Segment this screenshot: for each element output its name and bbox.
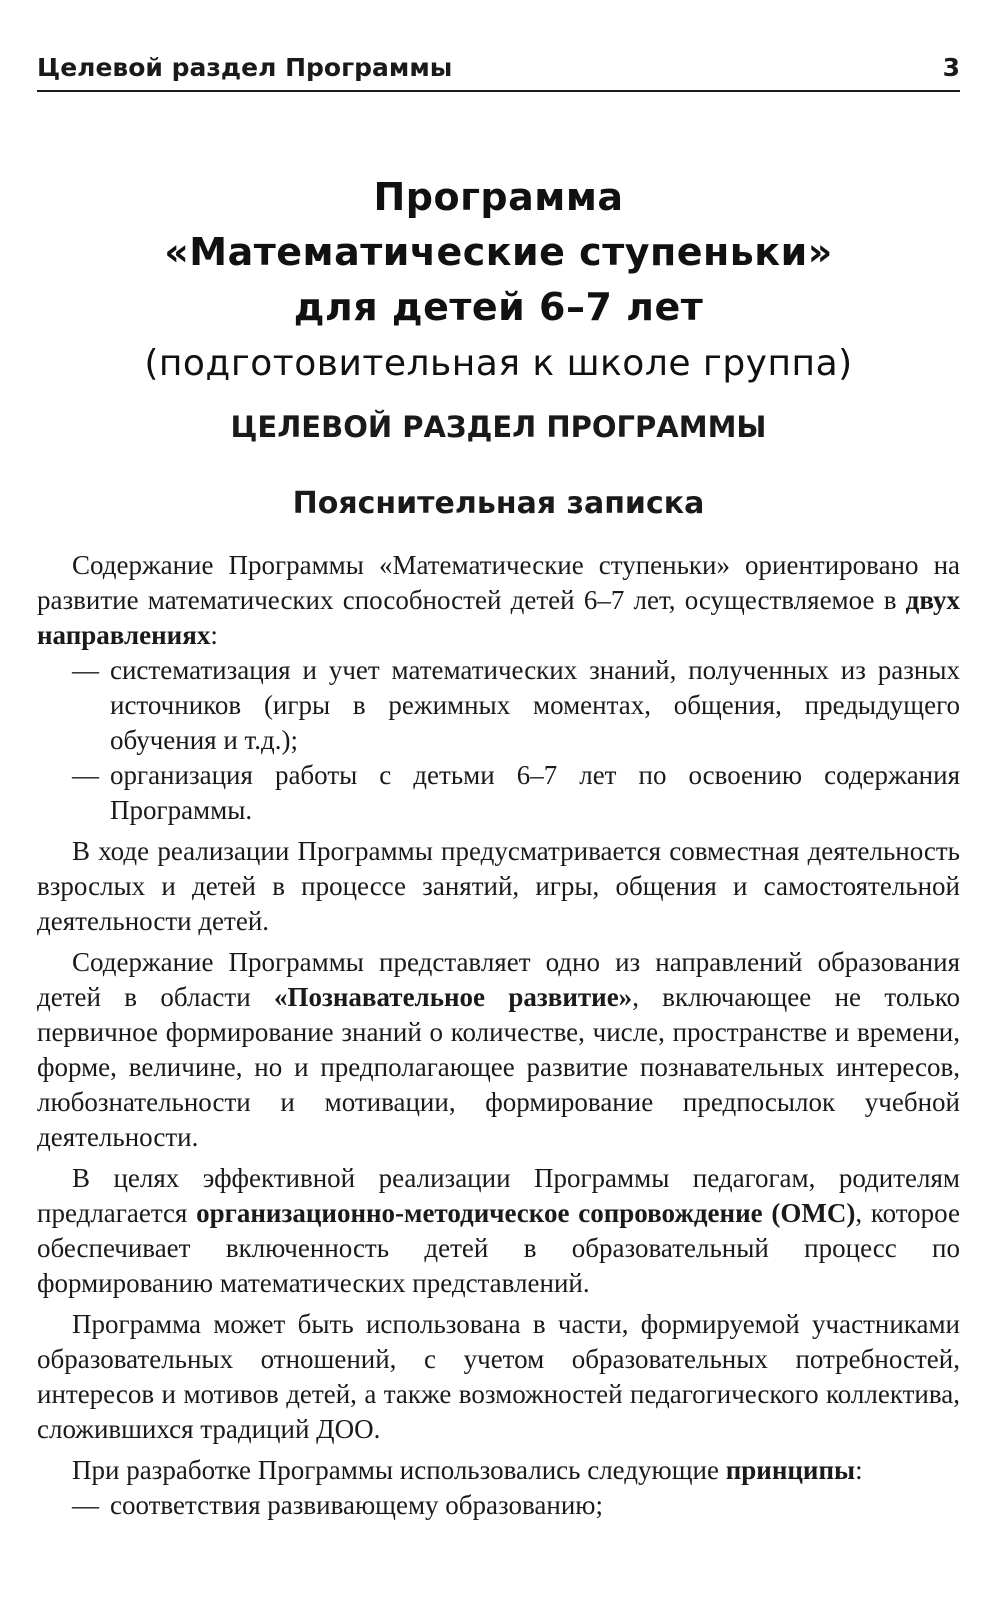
paragraph-3-text: Содержание Программы представляет одно из направлений образования детей в области (37, 947, 960, 1012)
paragraph-4-bold: организационно-методическое сопровождение (ОМС) (196, 1198, 856, 1228)
running-head-title: Целевой раздел Программы (37, 53, 453, 82)
section-heading: ЦЕЛЕВОЙ РАЗДЕЛ ПРОГРАММЫ (230, 410, 767, 444)
paragraph-3 (37, 945, 960, 1155)
list-dash: — (72, 760, 99, 790)
list-dash: — (72, 1490, 99, 1520)
paragraph-6-text: При разработке Программы использовались следующие (72, 1455, 726, 1485)
title-line-1: Программа (373, 175, 624, 219)
title-line-4: (подготовительная к школе группа) (144, 343, 853, 384)
body-text (37, 548, 960, 1523)
list-item-text: систематизация и учет математических знаний, полученных из разных источников (игры в режимных моментах, общения, предыдущего обучения и т.д.); (110, 655, 960, 755)
paragraph-1-end: : (210, 620, 218, 650)
list-item (37, 653, 960, 758)
list-item-text: соответствия развивающему образованию; (110, 1490, 603, 1520)
paragraph-4 (37, 1161, 960, 1301)
running-head (37, 48, 960, 92)
list-item (37, 1488, 960, 1523)
title-line-3: для детей 6–7 лет (293, 285, 704, 329)
paragraph-1-text: Содержание Программы «Математические ступеньки» ориентировано на развитие математических способностей детей 6–7 лет, осуществляемое в (37, 550, 960, 615)
paragraph-6-bold: принципы (725, 1455, 856, 1485)
paragraph-1 (37, 548, 960, 653)
paragraph-6-end: : (855, 1455, 863, 1485)
paragraph-4-text: В целях эффективной реализации Программы педагогам, родителям предлагается (37, 1163, 960, 1228)
paragraph-1-bold: двух направлениях (37, 585, 960, 650)
paragraph-4-end: , которое обеспечивает включенность детей в образовательный процесс по формированию математических представлений. (37, 1198, 960, 1298)
list-item (37, 758, 960, 828)
subsection-heading: Пояснительная записка (292, 486, 705, 521)
list-item-text: организация работы с детьми 6–7 лет по освоению содержания Программы. (110, 760, 960, 825)
paragraph-2: В ходе реализации Программы предусматривается совместная деятельность взрослых и детей в процессе занятий, игры, общения и самостоятельной деятельности детей. (37, 836, 960, 936)
list-dash: — (72, 655, 99, 685)
paragraph-3-bold: «Познавательное развитие» (274, 982, 633, 1012)
page-number: 3 (942, 53, 960, 82)
title-line-2: «Математические ступеньки» (164, 230, 833, 274)
paragraph-6 (37, 1453, 960, 1488)
paragraph-3-end: , включающее не только первичное формирование знаний о количестве, числе, пространстве и времени, форме, величине, но и предполагающее развитие познавательных интересов, любознательности и мотивации, формирование предпосылок учебной деятельности. (37, 982, 961, 1152)
paragraph-5: Программа может быть использована в части, формируемой участниками образовательных отношений, с учетом образовательных потребностей, интересов и мотивов детей, а также возможностей педагогического коллектива, сложившихся традиций ДОО. (37, 1309, 960, 1444)
program-title (37, 170, 960, 392)
